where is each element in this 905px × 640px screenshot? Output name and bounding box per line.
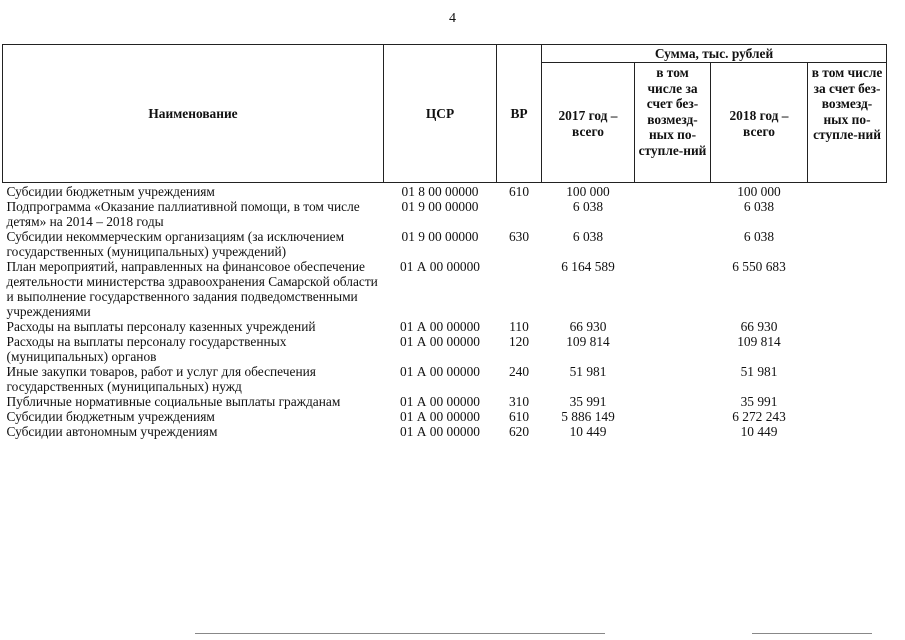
cell-2018-total: 100 000 — [737, 184, 781, 199]
cell-name: Субсидии некоммерческим организациям (за исключением государственных (муниципальных) учреждений) — [6, 229, 345, 259]
header-2018-free: в том числе за счет без-возмезд-ных по-ступле-ний — [808, 63, 887, 183]
table-row — [3, 229, 887, 259]
cell-vr: 610 — [508, 409, 530, 424]
cell-2017-free — [635, 409, 711, 424]
cell-2017-total: 66 930 — [569, 319, 607, 334]
cell-vr: 110 — [509, 319, 529, 334]
table-row — [3, 183, 887, 200]
table-row — [3, 424, 887, 439]
cell-csr: 01 А 00 00000 — [400, 424, 480, 439]
cell-name: Субсидии бюджетным учреждениям — [6, 184, 215, 199]
header-2017-free: в том числе за счет без-возмезд-ных по-ступле-ний — [635, 63, 711, 183]
cell-2018-free — [808, 394, 887, 409]
cell-name: Публичные нормативные социальные выплаты гражданам — [6, 394, 341, 409]
cell-2017-total: 10 449 — [569, 424, 607, 439]
cell-name: Иные закупки товаров, работ и услуг для обеспечения государственных (муниципальных) нужд — [6, 364, 316, 394]
header-sum-group: Сумма, тыс. рублей — [542, 45, 887, 63]
cell-2017-free — [635, 259, 711, 319]
cell-name: Субсидии автономным учреждениям — [6, 424, 218, 439]
cell-vr: 610 — [508, 184, 530, 199]
cell-2017-free — [635, 199, 711, 229]
cell-2017-free — [635, 183, 711, 200]
cell-2018-free — [808, 229, 887, 259]
table-body — [3, 183, 887, 440]
page-number: 4 — [449, 11, 456, 26]
cell-csr: 01 А 00 00000 — [400, 409, 480, 424]
cell-2017-free — [635, 229, 711, 259]
cell-2018-free — [808, 424, 887, 439]
cell-csr: 01 А 00 00000 — [400, 364, 480, 379]
cell-2018-free — [808, 409, 887, 424]
cell-2018-total: 6 272 243 — [732, 409, 786, 424]
cell-2017-total: 6 038 — [572, 229, 604, 244]
cell-2018-free — [808, 183, 887, 200]
cell-name: Расходы на выплаты персоналу казенных учреждений — [6, 319, 316, 334]
cell-2018-total: 66 930 — [740, 319, 778, 334]
cell-2017-total: 51 981 — [569, 364, 607, 379]
cell-name: Расходы на выплаты персоналу государственных (муниципальных) органов — [6, 334, 287, 364]
budget-table — [2, 44, 887, 439]
cell-2017-total: 6 038 — [572, 199, 604, 214]
table-row — [3, 259, 887, 319]
cell-2018-total: 6 550 683 — [732, 259, 786, 274]
header-vr: ВР — [497, 45, 542, 183]
cell-name: План мероприятий, направленных на финансовое обеспечение деятельности министерства здравоохранения Самарской области и выполнение государственного задания подведомственными учреждениями — [6, 259, 378, 319]
footer-scan-line — [752, 633, 872, 634]
table-row — [3, 199, 887, 229]
cell-name: Субсидии бюджетным учреждениям — [6, 409, 215, 424]
cell-csr: 01 А 00 00000 — [400, 394, 480, 409]
cell-2017-free — [635, 394, 711, 409]
header-name: Наименование — [3, 45, 384, 183]
cell-vr: 620 — [508, 424, 530, 439]
cell-vr — [497, 259, 542, 319]
cell-2018-total: 51 981 — [740, 364, 778, 379]
table-row — [3, 334, 887, 364]
cell-csr: 01 А 00 00000 — [400, 334, 480, 349]
cell-2018-free — [808, 199, 887, 229]
cell-2018-free — [808, 319, 887, 334]
cell-2018-total: 6 038 — [743, 229, 775, 244]
cell-2017-free — [635, 334, 711, 364]
cell-2017-total: 6 164 589 — [561, 259, 615, 274]
cell-2017-total: 35 991 — [569, 394, 607, 409]
cell-2018-free — [808, 334, 887, 364]
cell-2018-free — [808, 364, 887, 394]
cell-vr: 310 — [508, 394, 530, 409]
cell-vr: 120 — [508, 334, 530, 349]
cell-2018-total: 10 449 — [740, 424, 778, 439]
cell-2017-free — [635, 319, 711, 334]
cell-csr: 01 8 00 00000 — [401, 184, 479, 199]
cell-vr: 630 — [508, 229, 530, 244]
cell-2018-total: 6 038 — [743, 199, 775, 214]
cell-2018-total: 109 814 — [737, 334, 781, 349]
cell-2018-total: 35 991 — [740, 394, 778, 409]
cell-csr: 01 А 00 00000 — [400, 259, 480, 274]
cell-name: Подпрограмма «Оказание паллиативной помощи, в том числе детям» на 2014 – 2018 годы — [6, 199, 360, 229]
cell-2017-total: 109 814 — [566, 334, 610, 349]
cell-csr: 01 А 00 00000 — [400, 319, 480, 334]
cell-2018-free — [808, 259, 887, 319]
header-2017-total: 2017 год – всего — [542, 63, 635, 183]
footer-scan-line — [195, 633, 605, 634]
cell-csr: 01 9 00 00000 — [401, 229, 479, 244]
cell-csr: 01 9 00 00000 — [401, 199, 479, 214]
cell-vr — [497, 199, 542, 229]
cell-2017-free — [635, 424, 711, 439]
header-2018-total: 2018 год – всего — [711, 63, 808, 183]
table-row — [3, 409, 887, 424]
cell-2017-total: 5 886 149 — [561, 409, 615, 424]
table-row — [3, 364, 887, 394]
table-row — [3, 319, 887, 334]
header-csr: ЦСР — [384, 45, 497, 183]
cell-2017-free — [635, 364, 711, 394]
cell-2017-total: 100 000 — [566, 184, 610, 199]
table-row — [3, 394, 887, 409]
cell-vr: 240 — [508, 364, 530, 379]
